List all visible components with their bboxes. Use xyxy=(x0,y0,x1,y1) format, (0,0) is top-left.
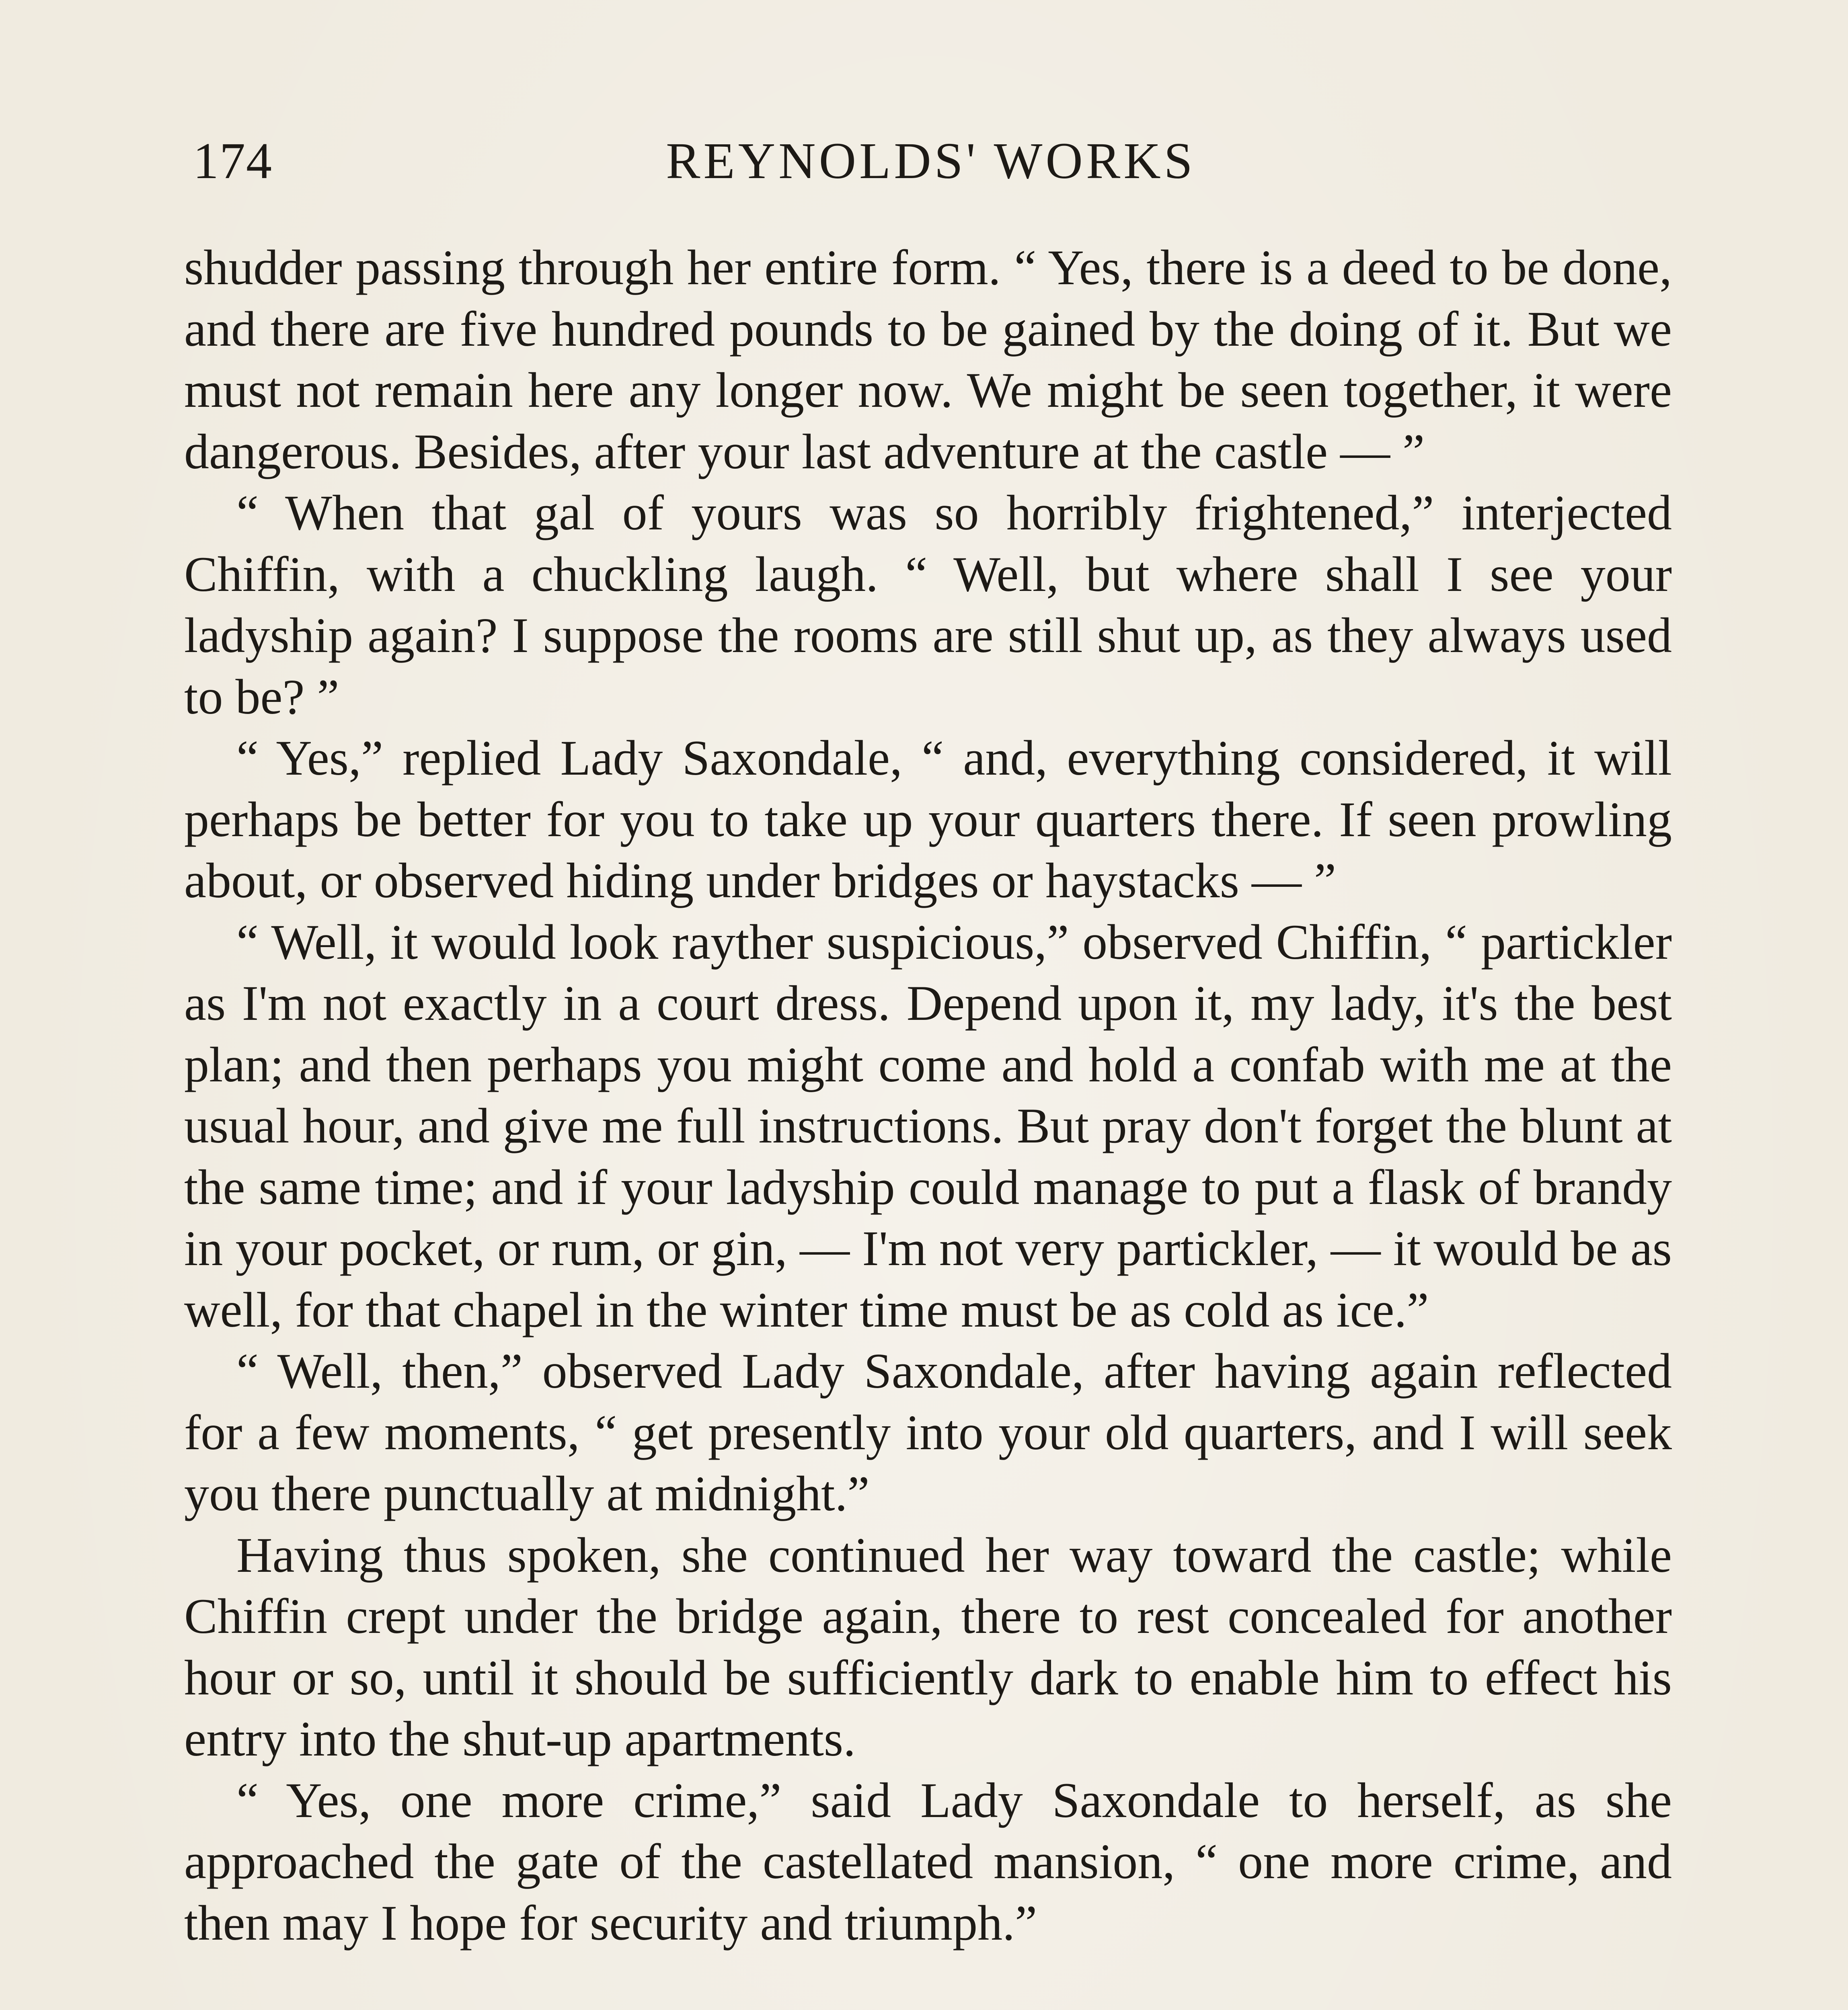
paragraph-continuation: shudder passing through her entire form. “ Yes, there is a deed to be done, and there are five hundred pounds to be gained by the doing of it. But we must not remain here any longer now. We might be seen together, it were dangerous. Besides, after your last adventure at the castle — ” xyxy=(184,240,1672,479)
paragraph: “ Well, it would look rayther suspicious,” observed Chiffin, “ partickler as I'm not exactly in a court dress. Depend upon it, my lady, it's the best plan; and then perhaps you might come and hold a confab with me at the usual hour, and give me full instructions. But pray don't forget the blunt at the same time; and if your ladyship could manage to put a flask of brandy in your pocket, or rum, or gin, — I'm not very partickler, — it would be as well, for that chapel in the winter time must be as cold as ice.” xyxy=(184,914,1672,1337)
paragraph: Having thus spoken, she continued her way toward the castle; while Chiffin crept under the bridge again, there to rest concealed for another hour or so, until it should be sufficiently dark to enable him to effect his entry into the shut-up apartments. xyxy=(184,1527,1672,1766)
paragraph: “ When that gal of yours was so horribly frightened,” interjected Chiffin, with a chuckling laugh. “ Well, but where shall I see your ladyship again? I suppose the rooms are still shut up, as they always used to be? ” xyxy=(184,485,1672,724)
body-text xyxy=(184,237,1672,1954)
page-header xyxy=(193,127,1669,195)
running-head: REYNOLDS' WORKS xyxy=(666,132,1196,189)
paragraph: “ Yes, one more crime,” said Lady Saxondale to herself, as she approached the gate of the castellated mansion, “ one more crime, and then may I hope for security and triumph.” xyxy=(184,1772,1672,1951)
paragraph: “ Well, then,” observed Lady Saxondale, after having again reflected for a few moments, “ get presently into your old quarters, and I will seek you there punctually at midnight.” xyxy=(184,1343,1672,1521)
paragraph: “ Yes,” replied Lady Saxondale, “ and, everything considered, it will perhaps be better for you to take up your quarters there. If seen prowling about, or observed hiding under bridges or haystacks — ” xyxy=(184,730,1672,908)
page-number: 174 xyxy=(193,132,273,189)
